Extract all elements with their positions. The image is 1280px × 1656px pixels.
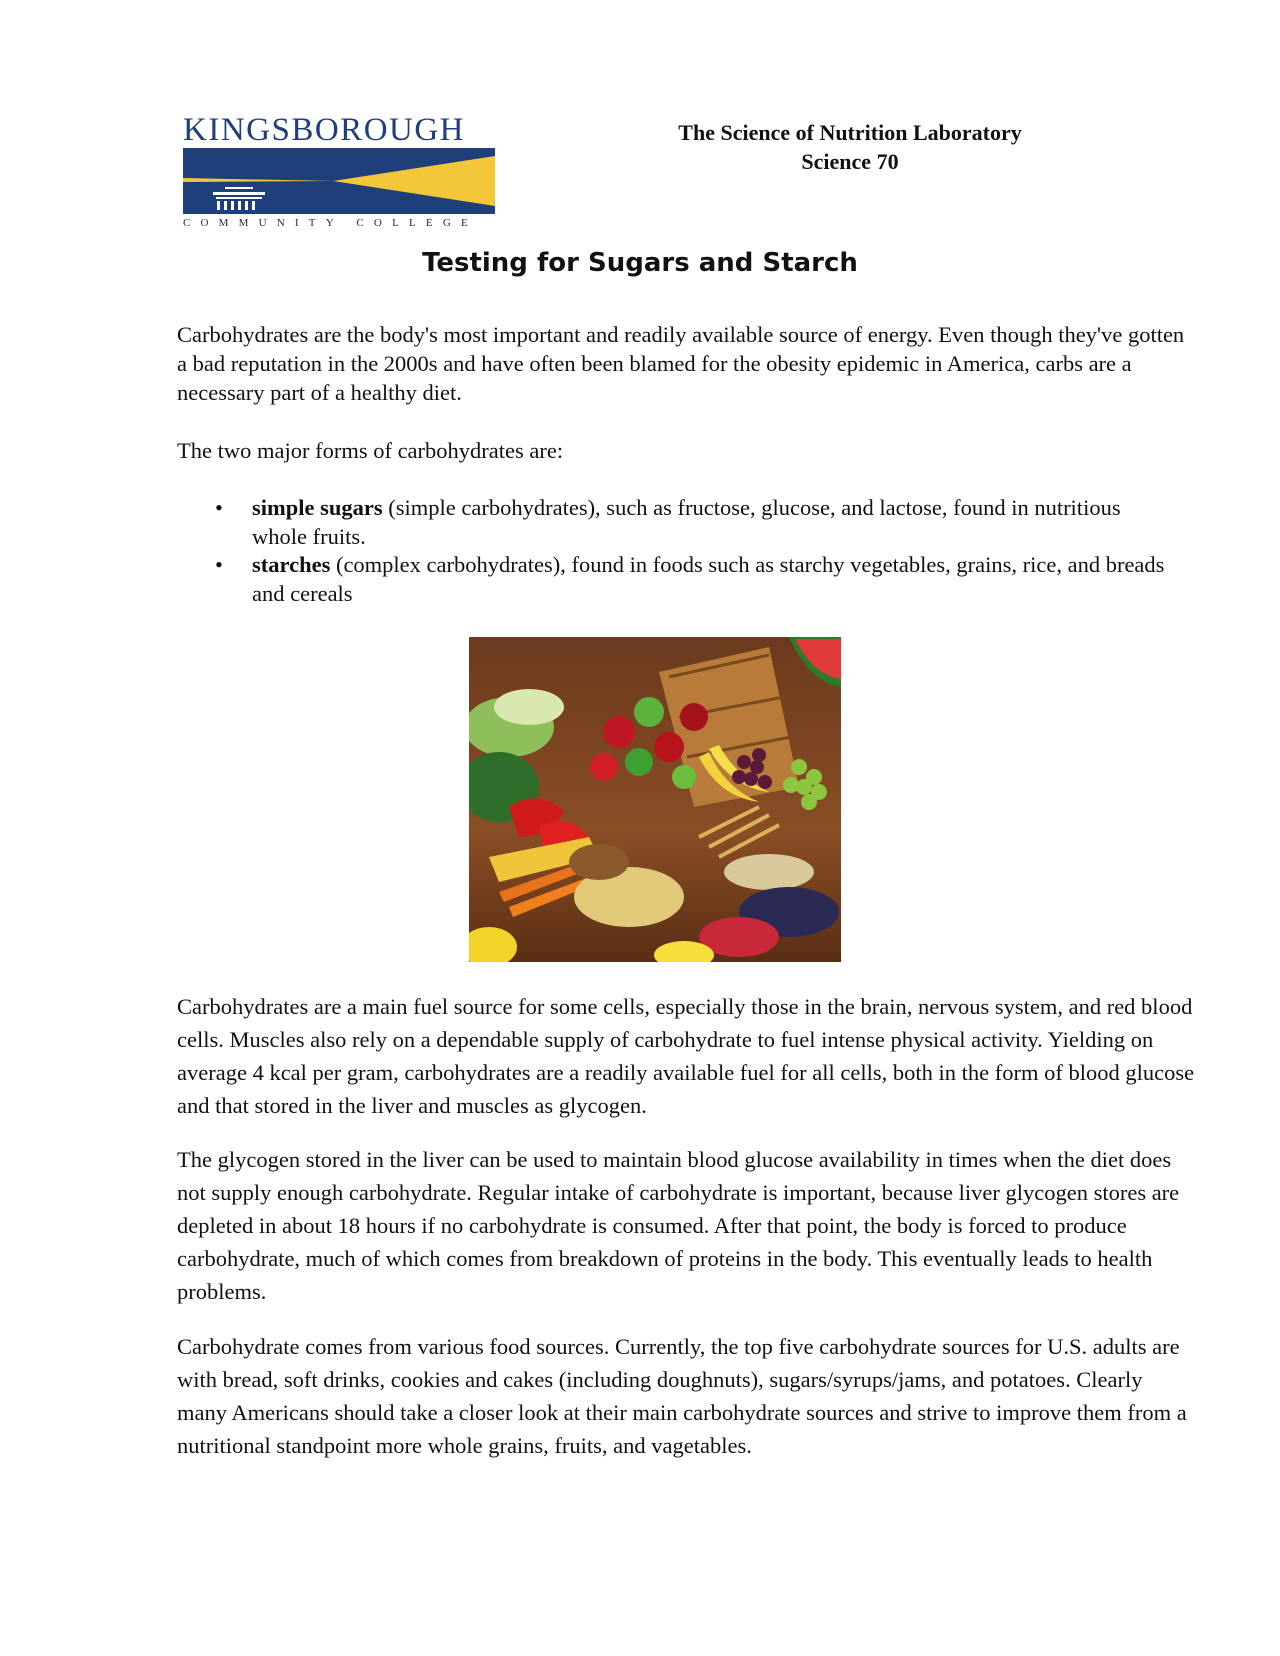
logo-subtitle: COMMUNITY COLLEGE — [183, 217, 478, 229]
list-item — [177, 494, 1177, 551]
body-paragraph: The glycogen stored in the liver can be used to maintain blood glucose availability in times when the diet does not supply enough carbohydrate. Regular intake of carbohydrate is important, because liver glycogen stores are depleted in about 18 hours if no carbohydrate is consumed. After that point, the body is forced to produce carbohydrate, much of which comes from breakdown of proteins in the body. This eventually leads to health problems. — [177, 1147, 1180, 1304]
bullet-icon: • — [215, 552, 223, 577]
fruits-vegetables-grains-photo — [469, 637, 841, 962]
lab-name: The Science of Nutrition Laboratory — [678, 120, 1022, 145]
carbohydrate-forms-list — [177, 494, 1177, 608]
list-item — [177, 551, 1177, 608]
logo-wordmark: KINGSBOROUGH — [183, 112, 466, 148]
body-paragraph: Carbohydrate comes from various food sources. Currently, the top five carbohydrate sources for U.S. adults are with bread, soft drinks, cookies and cakes (including doughnuts), sugars/syrups/jams, and potatoes. Clearly many Americans should take a closer look at their main carbohydrate sources and strive to improve them from a nutritional standpoint more whole grains, fruits, and vagetables. — [177, 1334, 1187, 1458]
intro-paragraph: Carbohydrates are the body's most important and readily available source of energy. Even though they've gotten a bad reputation in the 2000s and have often been blamed for the obesity epidemic in America, carbs are a necessary part of a healthy diet. — [177, 322, 1185, 405]
college-logo — [183, 114, 497, 234]
body-paragraph: Carbohydrates are a main fuel source for some cells, especially those in the brain, nervous system, and red blood cells. Muscles also rely on a dependable supply of carbohydrate to fuel intense physical activity. Yielding on average 4 kcal per gram, carbohydrates are a readily available fuel for all cells, both in the form of blood glucose and that stored in the liver and muscles as glycogen. — [177, 994, 1195, 1118]
list-item-term: starches — [252, 552, 331, 577]
forms-lead: The two major forms of carbohydrates are: — [177, 438, 564, 463]
logo-banner — [183, 148, 495, 214]
course-code: Science 70 — [801, 149, 899, 174]
course-header — [620, 118, 1080, 176]
page-title: Testing for Sugars and Starch — [422, 248, 858, 278]
list-item-text: (complex carbohydrates), found in foods such as starchy vegetables, grains, rice, and breads and cereals — [252, 552, 1165, 606]
bullet-icon: • — [215, 495, 223, 520]
list-item-text: (simple carbohydrates), such as fructose, glucose, and lactose, found in nutritious whole fruits. — [252, 495, 1121, 549]
list-item-term: simple sugars — [252, 495, 383, 520]
